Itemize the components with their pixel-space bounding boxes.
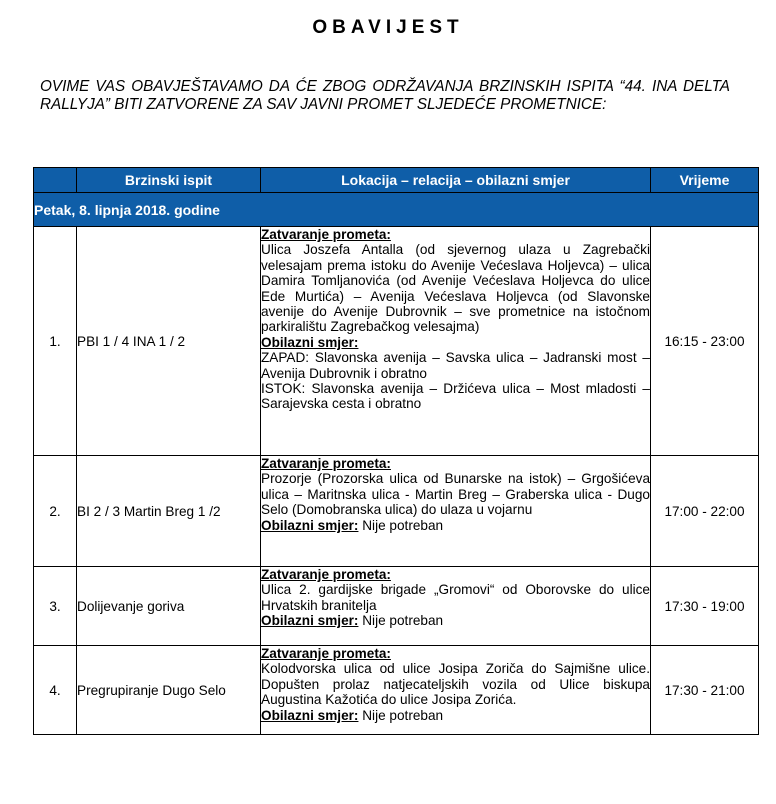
detour-west: ZAPAD: Slavonska avenija – Savska ulica – Jadranski most – Avenija Dubrovnik i obratno (261, 350, 650, 381)
intro-paragraph: OVIME VAS OBAVJEŠTAVAMO DA ĆE ZBOG ODRŽAVANJA BRZINSKIH ISPITA “44. INA DELTA RALLYJA” BITI ZATVORENE ZA SAV JAVNI PROMET SLJEDEĆE PROMETNICE: (40, 78, 730, 113)
closure-text: Ulica Joszefa Antalla (od sjevernog ulaza u Zagrebački velesajam prema istoku do Avenije Većeslava Holjevca) – ulica Damira Tomljanovića (od Avenije Većeslava Holjevca do ulice Ede Murtića) – Avenija Većeslava Holjevca (od Slavonske avenije do Avenije Dubrovnik – sve prometnice na istočnom parkiralištu Zagrebačkog velesajma) (261, 242, 650, 335)
day-row (34, 193, 759, 227)
stage-name: Dolijevanje goriva (77, 567, 261, 646)
table-header-row (34, 168, 759, 193)
detour-label: Obilazni smjer: (261, 707, 359, 723)
closure-label: Zatvaranje prometa: (261, 567, 391, 582)
closure-label: Zatvaranje prometa: (261, 456, 391, 471)
location-cell (261, 456, 651, 567)
detour-label: Obilazni smjer: (261, 517, 359, 533)
row-number: 3. (34, 567, 77, 646)
time-cell: 17:30 - 19:00 (651, 567, 759, 646)
detour-text: Nije potreban (362, 707, 444, 723)
location-cell (261, 646, 651, 735)
location-cell (261, 567, 651, 646)
closure-label: Zatvaranje prometa: (261, 646, 391, 661)
detour-label: Obilazni smjer: (261, 334, 359, 350)
detour-text: Nije potreban (362, 517, 444, 533)
page-title: OBAVIJEST (312, 17, 464, 38)
table-row (34, 567, 759, 646)
stage-name: PBI 1 / 4 INA 1 / 2 (77, 227, 261, 456)
table-row (34, 227, 759, 456)
detour-label: Obilazni smjer: (261, 613, 359, 629)
detour-text: Nije potreban (362, 613, 444, 629)
row-number: 2. (34, 456, 77, 567)
detour-east: ISTOK: Slavonska avenija – Držićeva ulica – Most mladosti – Sarajevska cesta i obratno (261, 381, 650, 412)
header-number (34, 168, 77, 193)
table-row (34, 456, 759, 567)
time-cell: 17:00 - 22:00 (651, 456, 759, 567)
stage-name: Pregrupiranje Dugo Selo (77, 646, 261, 735)
closure-text: Kolodvorska ulica od ulice Josipa Zoriča do Sajmišne ulice. Dopušten prolaz natjecateljskih vozila od Ulice biskupa Augustina Kažotića do ulice Josipa Zorića. (261, 661, 650, 708)
row-number: 4. (34, 646, 77, 735)
closure-label: Zatvaranje prometa: (261, 227, 391, 242)
header-location: Lokacija – relacija – obilazni smjer (261, 168, 651, 193)
location-cell (261, 227, 651, 456)
row-number: 1. (34, 227, 77, 456)
day-label: Petak, 8. lipnja 2018. godine (34, 193, 759, 227)
time-cell: 17:30 - 21:00 (651, 646, 759, 735)
stage-name: BI 2 / 3 Martin Breg 1 /2 (77, 456, 261, 567)
header-stage: Brzinski ispit (77, 168, 261, 193)
time-cell: 16:15 - 23:00 (651, 227, 759, 456)
road-closure-table (33, 167, 759, 735)
closure-text: Ulica 2. gardijske brigade „Gromovi“ od Oborovske do ulice Hrvatskih branitelja (261, 582, 650, 613)
closure-text: Prozorje (Prozorska ulica od Bunarske na istok) – Grgošićeva ulica – Maritnska ulica - Martin Breg – Graberska ulica - Dugo Selo (Domobranska ulica) do ulaza u vojarnu (261, 471, 650, 518)
table-row (34, 646, 759, 735)
header-time: Vrijeme (651, 168, 759, 193)
